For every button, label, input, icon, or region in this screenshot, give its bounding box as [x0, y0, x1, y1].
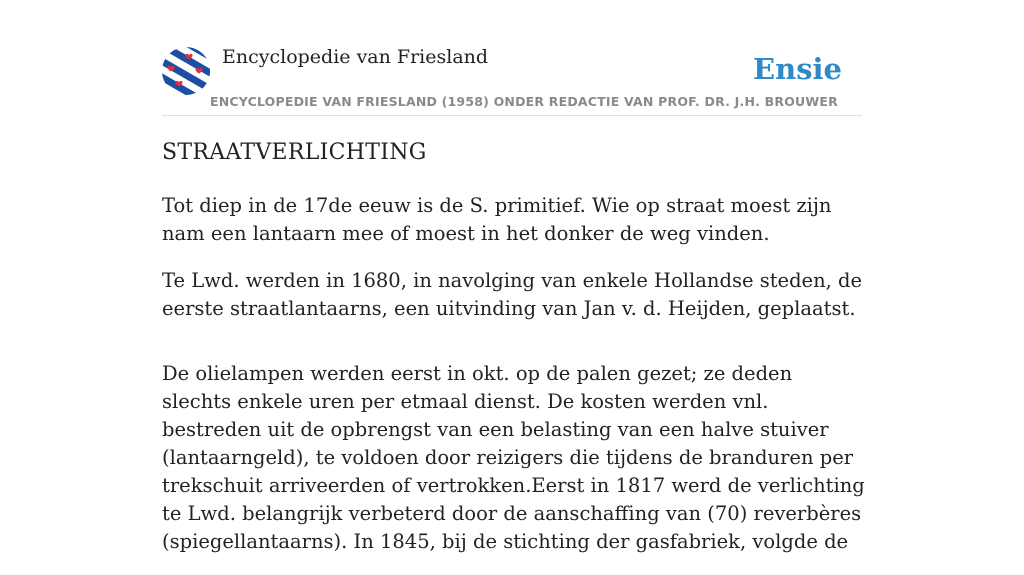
encyclopedia-subtitle: ENCYCLOPEDIE VAN FRIESLAND (1958) ONDER REDACTIE VAN PROF. DR. J.H. BROUWER — [210, 94, 838, 109]
article-body — [162, 192, 867, 575]
site-title[interactable]: Encyclopedie van Friesland — [222, 46, 489, 68]
header-divider — [162, 115, 862, 116]
frisian-flag-logo-icon[interactable] — [162, 47, 210, 95]
ensie-brand-link[interactable]: Ensie — [753, 52, 842, 86]
article-headword: STRAATVERLICHTING — [162, 140, 427, 165]
article-paragraph: Tot diep in de 17de eeuw is de S. primitief. Wie op straat moest zijn nam een lantaarn mee of moest in het donker de weg vinden. — [162, 194, 832, 245]
article-paragraph: De olielampen werden eerst in okt. op de palen gezet; ze deden slechts enkele uren per etmaal dienst. De kosten werden vnl. bestreden uit de opbrengst van een belasting van een halve stuiver (lantaarngeld), te voldoen door reizigers die tijdens de branduren per trekschuit arriveerden of vertrokken.Eerst in 1817 werd de verlichting te Lwd. belangrijk verbeterd door de aanschaffing van (70) reverbères (spiegellantaarns). In 1845, bij de stichting der gasfabriek, volgde de — [162, 362, 865, 553]
article-paragraph: Te Lwd. werden in 1680, in navolging van enkele Hollandse steden, de eerste straatlantaarns, een uitvinding van Jan v. d. Heijden, geplaatst. — [162, 269, 863, 320]
